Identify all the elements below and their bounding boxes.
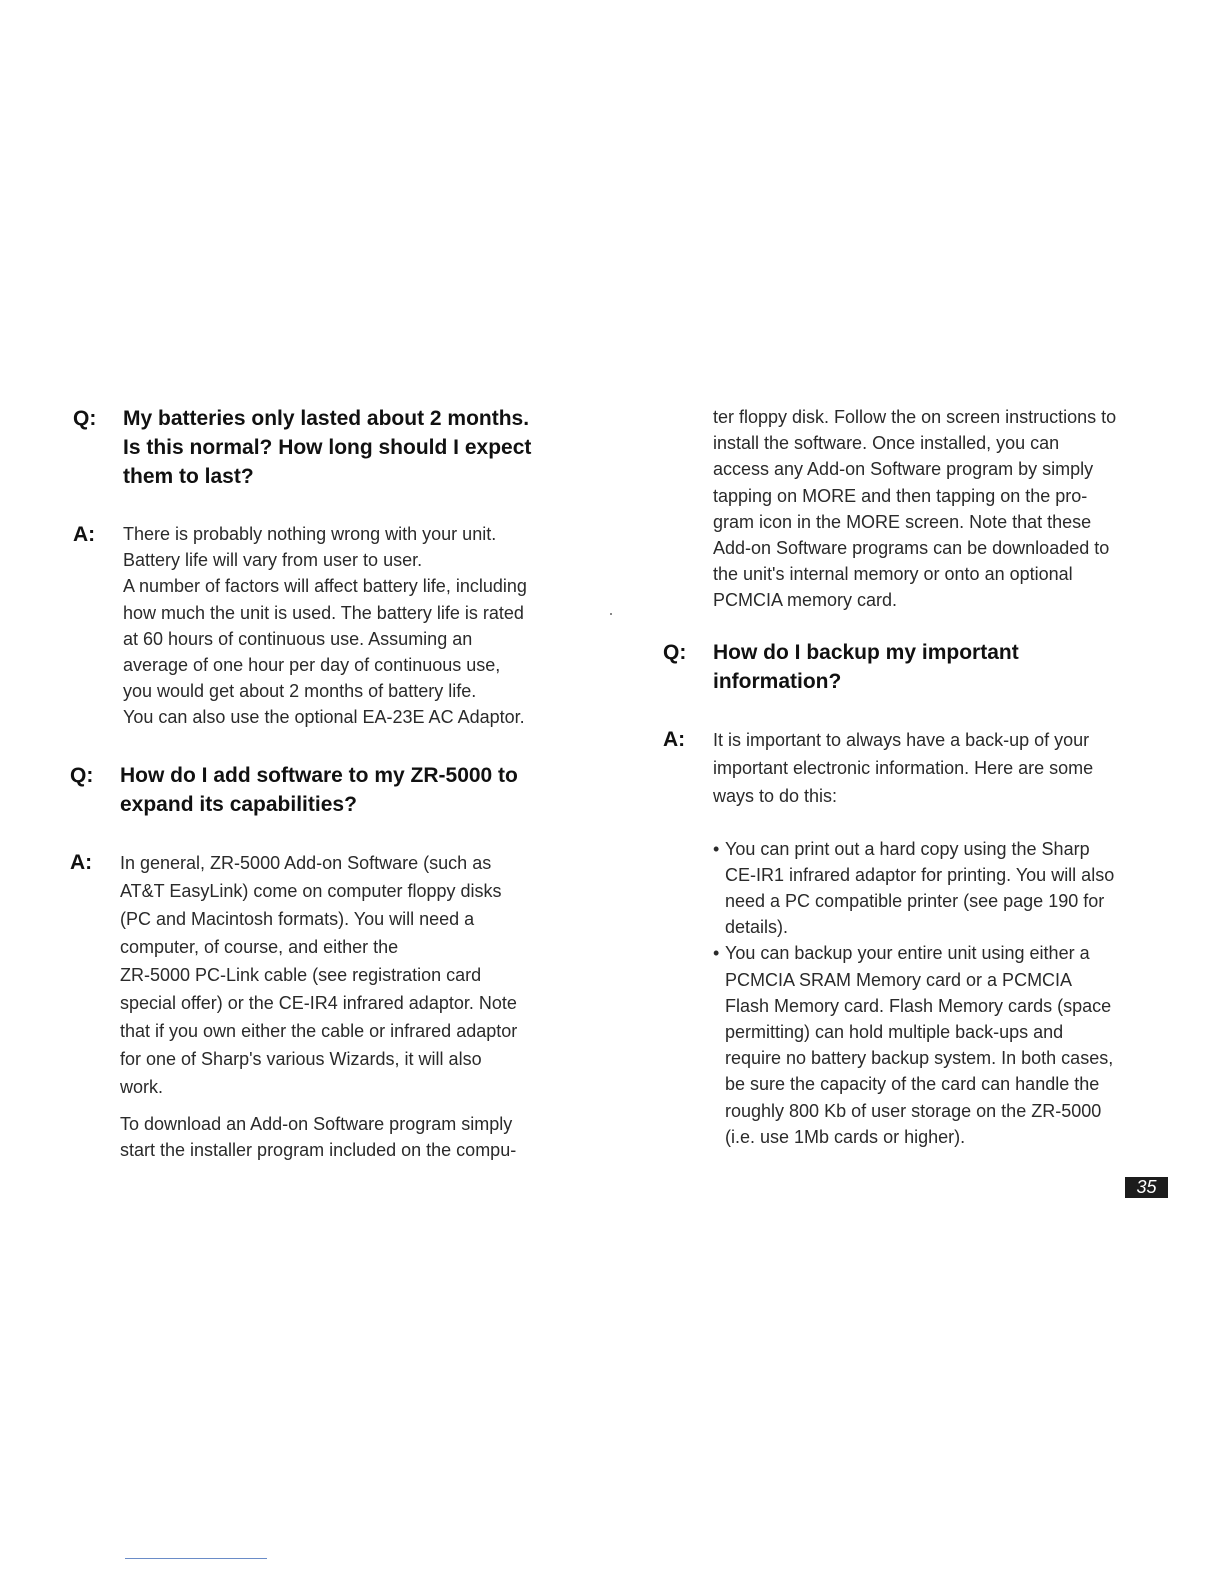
answer-text: There is probably nothing wrong with your unit. Battery life will vary from user to user. A number of factors will affect battery life, including how much the unit is used. The battery life is rated at 60 hours of continuous use. Assuming an average of one hour per day of continuous use, you would get about 2 months of battery life. You can also use the optional EA-23E AC Adaptor. — [123, 524, 527, 728]
question-text: How do I backup my important information? — [713, 640, 1019, 693]
left-column — [70, 404, 593, 1163]
answer-add-software — [70, 849, 593, 1163]
footer-rule — [125, 1558, 267, 1559]
q-label: Q: — [73, 407, 97, 430]
a-label: A: — [70, 850, 93, 874]
answer-battery — [73, 521, 593, 731]
list-item: • You can backup your entire unit using either a PCMCIA SRAM Memory card or a PCMCIA Flash Memory card. Flash Memory cards (space permitting) can hold multiple back-ups and require no battery backup system. In both cases, be sure the capacity of the card can handle the roughly 800 Kb of user storage on the ZR-5000 (i.e. use 1Mb cards or higher). — [713, 940, 1183, 1150]
answer-text: In general, ZR-5000 Add-on Software (such as AT&T EasyLink) come on computer floppy disks (PC and Macintosh formats). You will need a computer, of course, and either the ZR-5000 PC-Link cable (see registration card special offer) or the CE-IR4 infrared adaptor. Note that if you own either the cable or infrared adaptor for one of Sharp's various Wizards, it will also work. — [120, 852, 518, 1097]
answer-text: It is important to always have a back-up of your important electronic information. Here are some ways to do this: — [713, 729, 1094, 806]
q-label: Q: — [70, 763, 94, 787]
question-backup — [663, 638, 1183, 696]
list-item: • You can print out a hard copy using the Sharp CE-IR1 infrared adaptor for printing. You will also need a PC compatible printer (see page 190 for details). — [713, 836, 1183, 941]
q-label: Q: — [663, 640, 687, 664]
right-column — [663, 404, 1183, 1150]
answer-continued: ter floppy disk. Follow the on screen instructions to install the software. Once installed, you can access any Add-on Software program by simply tapping on MORE and then tapping on the pro- gram icon in the MORE screen. Note that these Add-on Software programs can be downloaded to the unit's internal memory or onto an optional PCMCIA memory card. — [713, 407, 1117, 611]
scan-speck — [610, 613, 612, 615]
answer-backup — [663, 726, 1183, 1150]
question-text: My batteries only lasted about 2 months. Is this normal? How long should I expect them to last? — [123, 407, 532, 488]
backup-methods-list — [713, 836, 1183, 1150]
answer-text-download: To download an Add-on Software program simply start the installer program included on the compu- — [120, 1113, 517, 1160]
page-number: 35 — [1125, 1177, 1168, 1198]
question-battery — [73, 404, 593, 491]
a-label: A: — [663, 727, 686, 751]
question-text: How do I add software to my ZR-5000 to expand its capabilities? — [120, 763, 518, 816]
question-add-software — [70, 761, 593, 819]
a-label: A: — [73, 523, 96, 546]
bullet-icon: • — [713, 943, 720, 964]
bullet-icon: • — [713, 838, 720, 859]
